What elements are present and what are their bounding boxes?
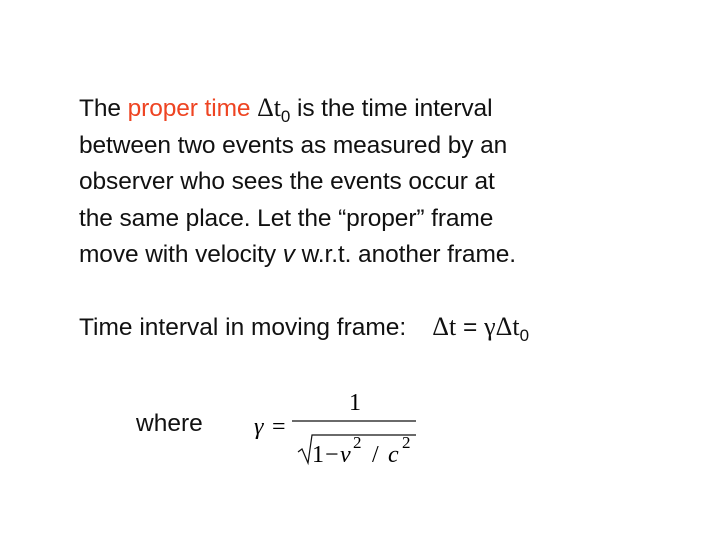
where-label: where: [136, 410, 203, 437]
gamma-formula: [254, 388, 424, 468]
equation-label: Time interval in moving frame:: [79, 314, 407, 341]
line1-prefix: The: [79, 95, 128, 122]
delta-t-symbol: Δt: [257, 93, 281, 122]
sqrt-one: 1: [312, 442, 324, 468]
equation-gamma: γ: [484, 312, 496, 341]
formula-numerator: 1: [349, 390, 361, 416]
sqrt-c: c: [388, 442, 399, 468]
equation-equals: =: [456, 314, 485, 341]
paragraph-line-1: [79, 90, 699, 128]
gamma-symbol: γ: [254, 414, 264, 440]
exponent-v: 2: [353, 433, 362, 452]
paragraph-line-4: the same place. Let the “proper” frame: [79, 204, 494, 232]
exponent-c: 2: [402, 433, 411, 452]
paragraph-line-5: [79, 237, 699, 274]
paragraph-line-2: between two events as measured by an: [79, 131, 508, 159]
formula-equals: =: [272, 414, 286, 440]
equation-lhs: Δt: [432, 312, 457, 341]
definition-paragraph: [79, 90, 699, 274]
proper-time-highlight: proper time: [127, 95, 251, 122]
sqrt-slash: /: [372, 442, 379, 468]
subscript-zero: 0: [280, 107, 291, 126]
equation-subscript-zero: 0: [519, 326, 530, 345]
time-dilation-equation: [79, 312, 530, 345]
velocity-variable: v: [282, 241, 295, 268]
line5-prefix: move with velocity: [79, 241, 283, 268]
equation-rhs: Δt: [495, 312, 520, 341]
line1-suffix: is the time interval: [290, 95, 493, 122]
line5-suffix: w.r.t. another frame.: [294, 241, 516, 268]
sqrt-v: v: [340, 442, 351, 468]
paragraph-line-3: observer who sees the events occur at: [79, 168, 495, 195]
sqrt-minus: −: [325, 442, 339, 468]
